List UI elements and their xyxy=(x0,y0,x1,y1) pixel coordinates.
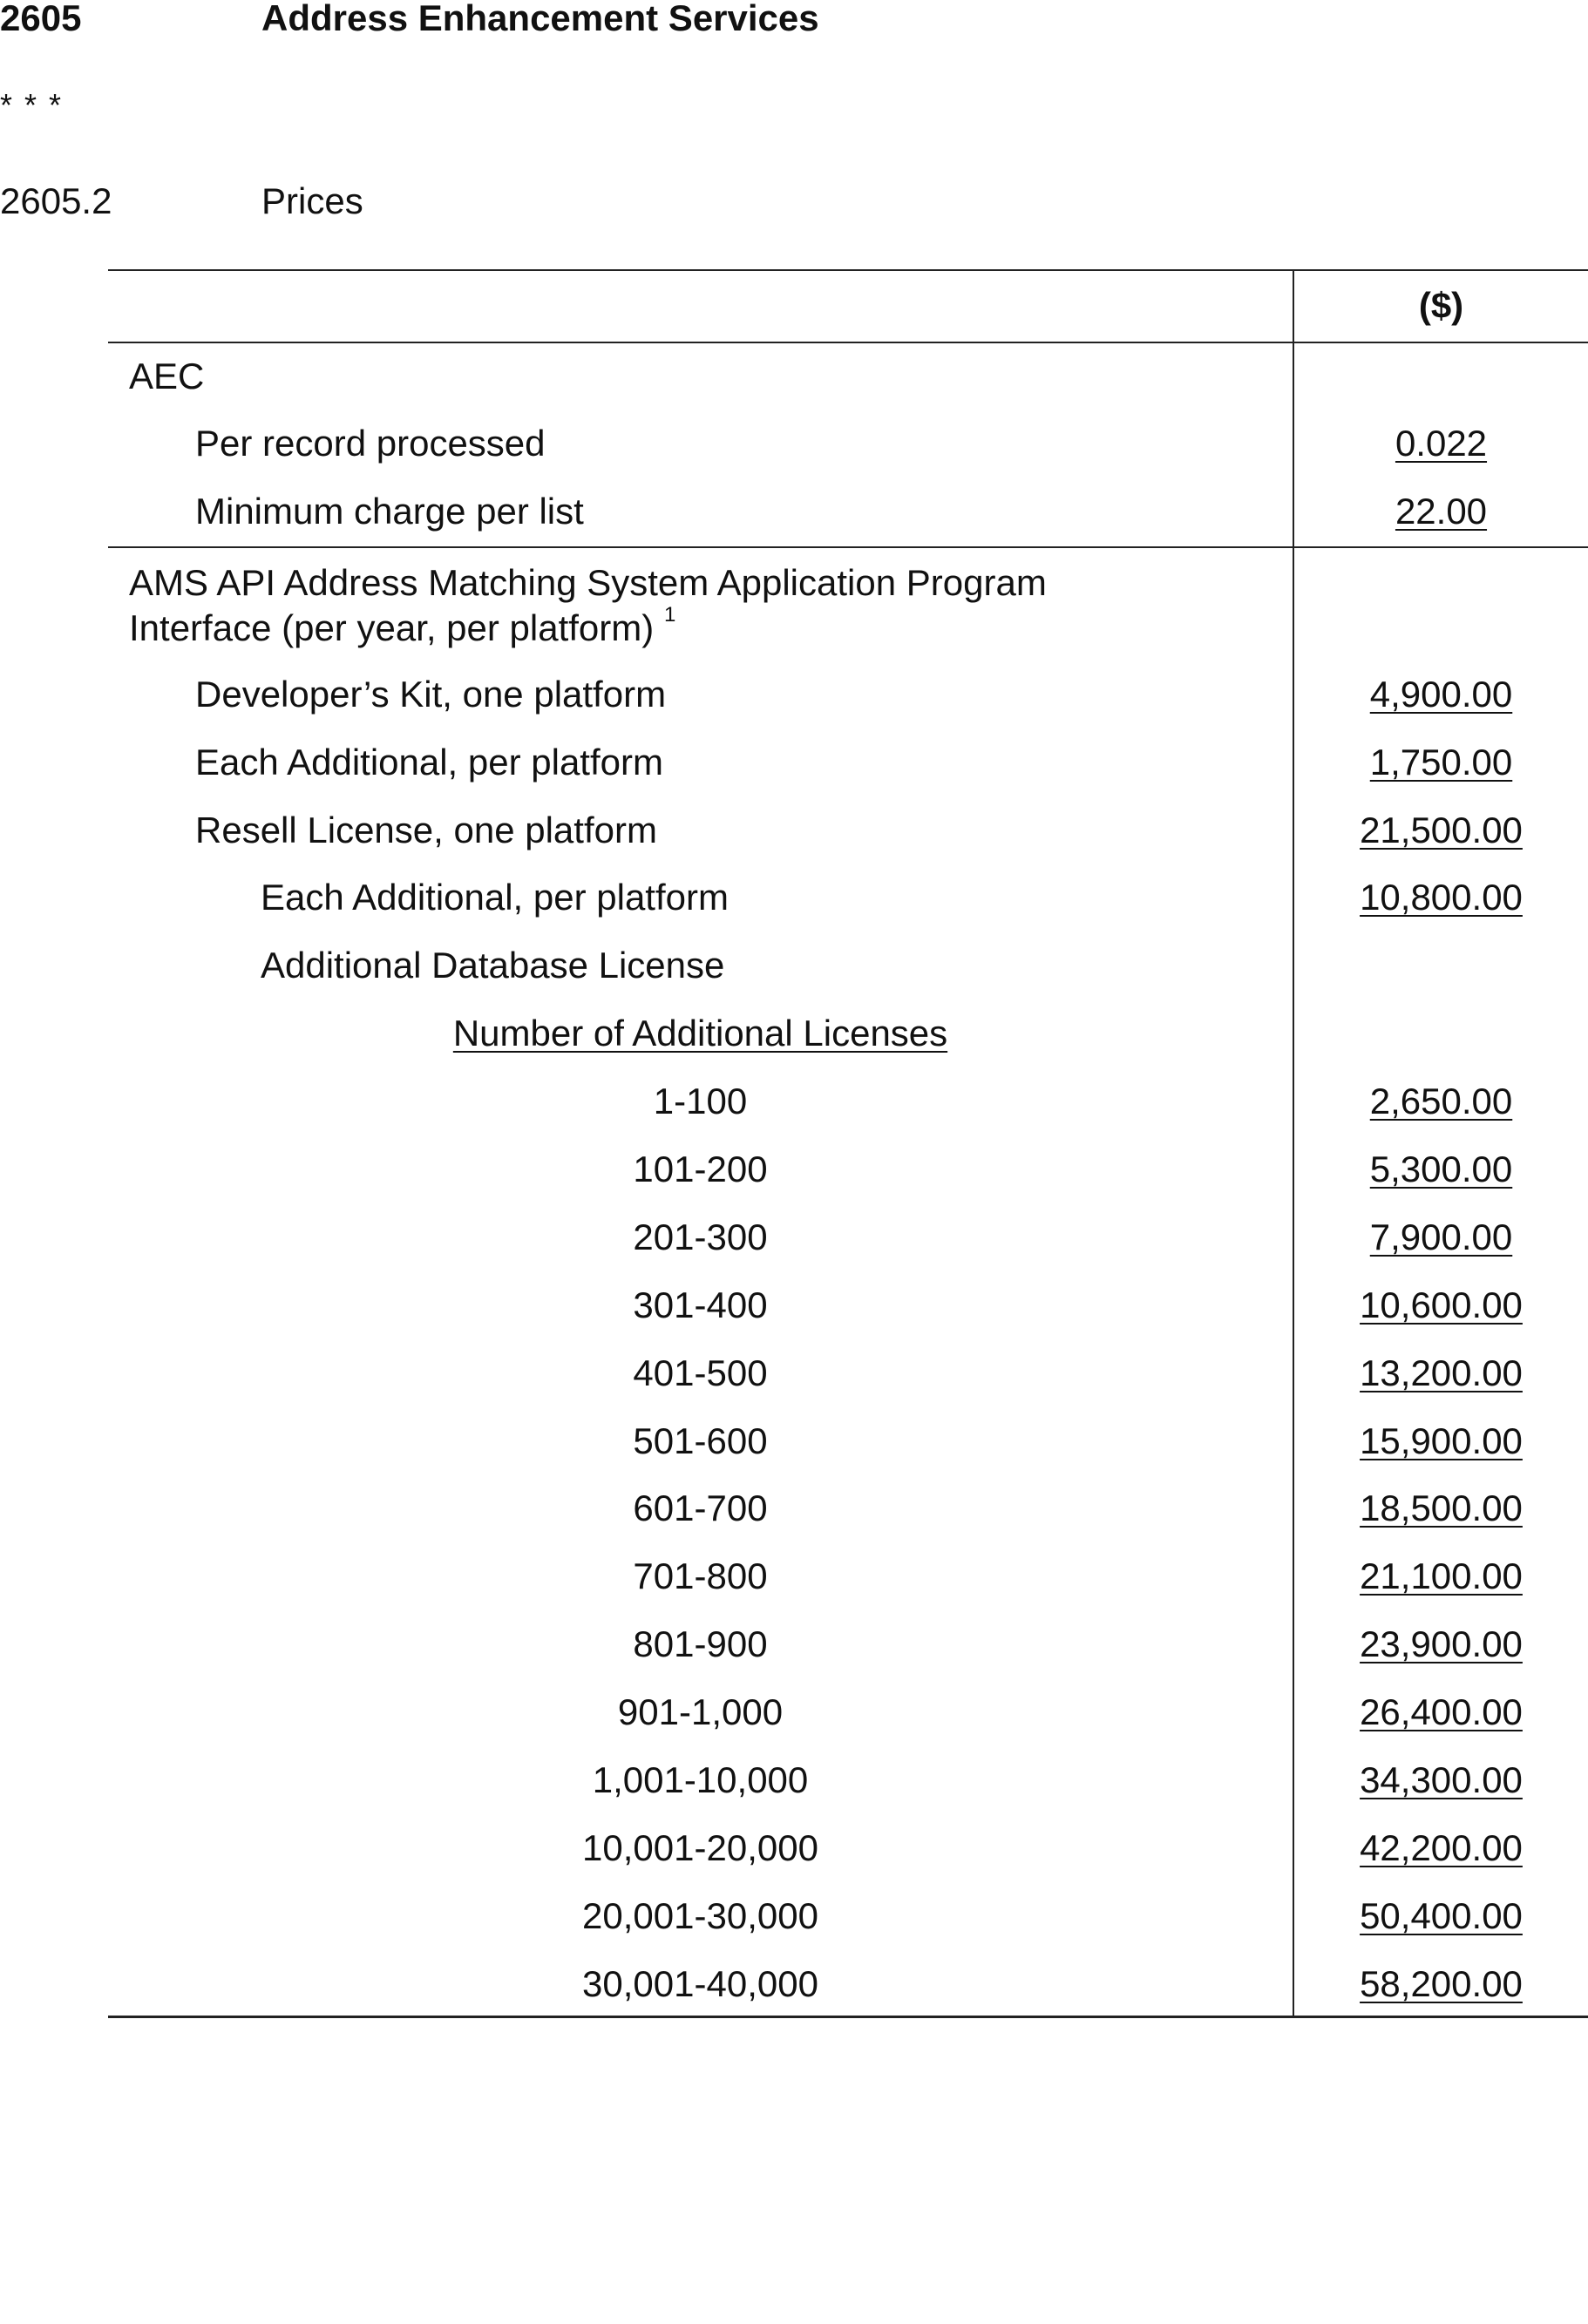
ams-row-label: Each Additional, per platform xyxy=(195,742,663,783)
footnote-marker: 1 xyxy=(663,603,676,627)
ams-row-price: 1,750.00 xyxy=(1369,742,1513,783)
license-tier-range: 20,001-30,000 xyxy=(582,1895,818,1936)
license-tier-price: 26,400.00 xyxy=(1360,1691,1523,1732)
license-tier-price: 50,400.00 xyxy=(1360,1895,1523,1936)
license-tier-price: 23,900.00 xyxy=(1360,1623,1523,1664)
license-tier-range: 1-100 xyxy=(653,1081,748,1121)
license-tier-price: 21,100.00 xyxy=(1360,1555,1523,1596)
price-column-header: ($) xyxy=(1418,285,1464,326)
license-tier-price: 10,600.00 xyxy=(1360,1284,1523,1325)
license-tier-price: 5,300.00 xyxy=(1369,1148,1513,1189)
ams-row-label: Additional Database License xyxy=(261,945,725,986)
license-tier-range: 1,001-10,000 xyxy=(592,1759,809,1800)
aec-row-label: Per record processed xyxy=(195,423,546,464)
licenses-header: Number of Additional Licenses xyxy=(452,1013,948,1054)
license-tier-range: 10,001-20,000 xyxy=(582,1827,818,1868)
ams-row-label: Resell License, one platform xyxy=(195,810,657,850)
aec-row-price: 0.022 xyxy=(1395,423,1488,464)
license-tier-price: 34,300.00 xyxy=(1360,1759,1523,1800)
aec-row-label: Minimum charge per list xyxy=(195,491,584,532)
license-tier-range: 201-300 xyxy=(633,1216,768,1257)
ams-row-label: Each Additional, per platform xyxy=(261,877,729,918)
license-tier-price: 58,200.00 xyxy=(1360,1963,1523,2004)
section-title: Address Enhancement Services xyxy=(261,0,819,38)
license-tier-price: 2,650.00 xyxy=(1369,1081,1513,1121)
ams-row-price: 10,800.00 xyxy=(1360,877,1523,918)
aec-row-price: 22.00 xyxy=(1395,491,1488,532)
license-tier-range: 301-400 xyxy=(633,1284,768,1325)
license-tier-price: 42,200.00 xyxy=(1360,1827,1523,1868)
section-number: 2605 xyxy=(0,0,82,38)
ams-row-price: 21,500.00 xyxy=(1360,810,1523,850)
subsection-title: Prices xyxy=(261,180,363,221)
ams-label-line1: AMS API Address Matching System Application Program xyxy=(129,562,1047,603)
license-tier-price: 13,200.00 xyxy=(1360,1352,1523,1393)
subsection-number: 2605.2 xyxy=(0,180,112,221)
license-tier-price: 15,900.00 xyxy=(1360,1420,1523,1461)
ams-row-label: Developer’s Kit, one platform xyxy=(195,674,667,715)
ams-label-line2: Interface (per year, per platform) $^1$ xyxy=(129,603,676,648)
license-tier-range: 701-800 xyxy=(633,1555,768,1596)
license-tier-price: 18,500.00 xyxy=(1360,1487,1523,1528)
table-top-rule xyxy=(108,269,1588,271)
ams-row-price: 4,900.00 xyxy=(1369,674,1513,715)
omission-marker: * * * xyxy=(0,87,64,123)
license-tier-range: 801-900 xyxy=(633,1623,768,1664)
table-header-rule xyxy=(108,342,1588,343)
license-tier-range: 101-200 xyxy=(633,1148,768,1189)
aec-label: AEC xyxy=(129,356,205,396)
license-tier-range: 601-700 xyxy=(633,1487,768,1528)
license-tier-range: 401-500 xyxy=(633,1352,768,1393)
license-tier-price: 7,900.00 xyxy=(1369,1216,1513,1257)
license-tier-range: 30,001-40,000 xyxy=(582,1963,818,2004)
table-section-rule xyxy=(108,546,1588,548)
license-tier-range: 501-600 xyxy=(633,1420,768,1461)
license-tier-range: 901-1,000 xyxy=(617,1691,784,1732)
table-bottom-rule xyxy=(108,2016,1588,2018)
